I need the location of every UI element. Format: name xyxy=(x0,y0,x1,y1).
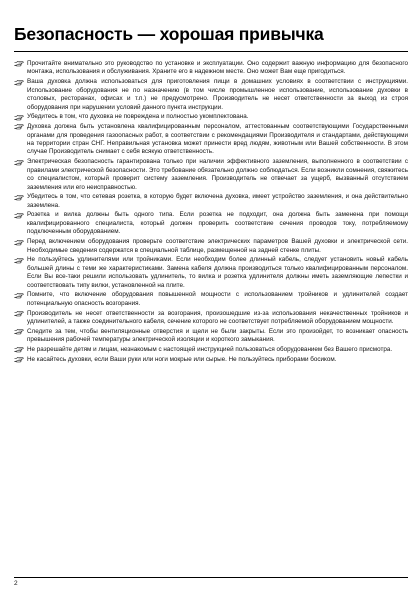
list-item xyxy=(14,123,408,157)
list-item xyxy=(14,211,408,236)
hand-pointing-right-icon xyxy=(14,239,24,246)
hand-pointing-right-icon xyxy=(14,346,24,353)
list-item xyxy=(14,256,408,290)
hand-pointing-right-icon xyxy=(14,292,24,299)
list-item-text: Убедитесь в том, что духовка не повреждена и полностью укомплектована. xyxy=(27,113,249,121)
list-item xyxy=(14,291,408,308)
list-item xyxy=(14,238,408,255)
hand-pointing-right-icon xyxy=(14,212,24,219)
safety-list xyxy=(14,60,408,366)
list-item xyxy=(14,346,408,354)
list-item xyxy=(14,310,408,327)
list-item-text: Прочитайте внимательно это руководство по установке и эксплуатации. Оно содержит важную информацию для безопасного монтажа, использования и обслуживания. Храните его в надежном месте. Оно может Вам еще пригодиться. xyxy=(27,60,408,76)
list-item-text: Не пользуйтесь удлинителями или тройниками. Если необходим более длинный кабель, следует установить новый кабель большей длины с теми же характеристиками. Замена кабеля должна производиться только квалифицированным персоналом. Если Вы все-таки решили использовать удлинитель, то вилка и розетка удлинителя должны иметь заземляющие лепестки и соответствовать типу вилки, установленной на плите. xyxy=(27,256,408,289)
list-item-text: Убедитесь в том, что сетевая розетка, в которую будет включена духовка, имеет устройство заземления, и она действительно заземлена. xyxy=(27,193,408,209)
list-item xyxy=(14,328,408,345)
page-number: 2 xyxy=(14,580,18,587)
hand-pointing-right-icon xyxy=(14,257,24,264)
list-item xyxy=(14,158,408,192)
list-item-text: Не касайтесь духовки, если Ваши руки или ноги мокрые или сырые. Не пользуйтесь приборами босиком. xyxy=(27,355,337,363)
list-item-text: Не разрешайте детям и лицам, незнакомым с настоящей инструкцией пользоваться оборудованием без Вашего присмотра. xyxy=(27,346,393,354)
list-item xyxy=(14,193,408,210)
title-divider xyxy=(14,51,408,52)
hand-pointing-right-icon xyxy=(14,356,24,363)
list-item xyxy=(14,60,408,77)
list-item-text: Производитель не несет ответственности за возгорания, произошедшие из-за использования некачественных тройников и удлинителей, а также соединительного кабеля, сечение которого не соответствует потребляемой оборудованием мощности. xyxy=(27,309,408,326)
list-item-text: Следите за тем, чтобы вентиляционные отверстия и щели не были закрыты. Если это произойдет, то возникает опасность превышения рабочей температуры электрической изоляции и короткого замыкания. xyxy=(27,327,408,344)
list-item-text: Духовка должна быть установлена квалифицированным персоналом, аттестованным соответствующими Государственными органами для проведения газоопасных работ, в соответствии с рекомендациями Производителя и стандартами, действующими на территории стран СНГ. Неправильная установка может принести вред людям, животным или Вашей собственности. В этом случае Производитель снимает с себя всякую ответственность. xyxy=(27,123,408,156)
footer-divider xyxy=(14,577,408,578)
list-item-text: Электрическая безопасность гарантирована только при наличии эффективного заземления, выполненного в соответствии с правилами электрической безопасности. Это требование обязательно должно соблюдаться. Если возникли сомнения, свяжитесь со специалистом, который проверит систему заземления. Производитель не отвечает за ущерб, вызванный отсутствием заземления или его неисправностью. xyxy=(27,158,408,191)
list-item-text: Розетка и вилка должны быть одного типа. Если розетка не подходит, она должна быть заменена при помощи квалифицированного специалиста, который должен проверить соответствие сечения проводов току, потребляемому подключенным оборудованием. xyxy=(27,211,408,236)
hand-pointing-right-icon xyxy=(14,114,24,121)
hand-pointing-right-icon xyxy=(14,60,24,67)
list-item xyxy=(14,78,408,112)
list-item-text: Помните, что включение оборудования повышенной мощности с использованием тройников и удлинителей создает потенциальную опасность возгорания. xyxy=(27,291,408,307)
hand-pointing-right-icon xyxy=(14,159,24,166)
list-item xyxy=(14,113,408,121)
hand-pointing-right-icon xyxy=(14,328,24,335)
list-item-text: Ваша духовка должна использоваться для приготовления пищи в домашних условиях в соответствии с инструкциями. Использование оборудования не по назначению (в том числе промышленное использование, использование духовки в столовых, ресторанах, офисах и т.п.) не предусмотрено. Производитель не несет ответственности за выход из строя оборудования при нарушении условий данного пункта инструкции. xyxy=(27,78,408,111)
list-item xyxy=(14,356,408,364)
page-title: Безопасность — хорошая привычка xyxy=(14,24,324,44)
hand-pointing-right-icon xyxy=(14,194,24,201)
hand-pointing-right-icon xyxy=(14,123,24,130)
hand-pointing-right-icon xyxy=(14,310,24,317)
list-item-text: Перед включением оборудования проверьте соответствие электрических параметров Вашей духовки и электрической сети. Необходимые сведения содержатся в специальной таблице, размещенной на задней стенке плиты. xyxy=(27,238,408,254)
hand-pointing-right-icon xyxy=(14,79,24,86)
